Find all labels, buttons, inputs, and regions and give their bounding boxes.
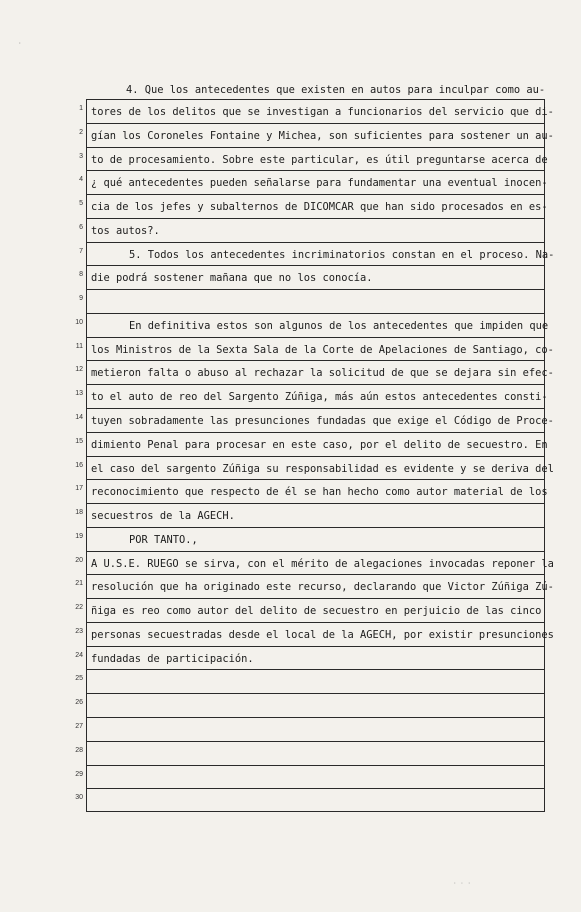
line-number: 2: [79, 128, 83, 136]
line-number: 26: [75, 699, 83, 707]
ruled-line: [75, 527, 544, 551]
ruled-line: [75, 693, 544, 717]
line-text: metieron falta o abuso al rechazar la solicitud de que se dejara sin efec-: [91, 367, 554, 380]
line-number: 18: [75, 509, 83, 517]
line-text: gían los Coroneles Fontaine y Michea, son suficientes para sostener un au-: [91, 129, 554, 142]
ruled-line: [75, 503, 544, 527]
ruled-line: [79, 218, 544, 242]
line-text: resolución que ha originado este recurso, declarando que Victor Zúñiga Zú-: [91, 581, 554, 594]
line-text: to el auto de reo del Sargento Zúñiga, más aún estos antecedentes consti-: [91, 391, 548, 404]
ruled-line: [75, 765, 544, 789]
line-number: 20: [75, 556, 83, 564]
line-number: 7: [79, 247, 83, 255]
line-number: 9: [79, 295, 83, 303]
line-text: los Ministros de la Sexta Sala de la Corte de Apelaciones de Santiago, co-: [91, 343, 554, 356]
ruled-line: [75, 717, 544, 741]
ruled-line: [79, 289, 544, 313]
ruled-line: [75, 313, 549, 337]
line-text: tuyen sobradamente las presunciones fundadas que exige el Código de Proce-: [91, 415, 554, 427]
ruled-line: [75, 598, 544, 622]
line-number: 1: [79, 105, 83, 112]
line-number: 8: [79, 271, 83, 279]
ruled-line: [75, 432, 548, 456]
ruled-line: [75, 337, 554, 361]
paper-specks: · · ·: [452, 880, 471, 887]
line-text: cia de los jefes y subalternos de DICOMCAR que han sido procesados en es-: [91, 201, 548, 214]
line-text: tos autos?.: [91, 224, 160, 237]
line-number: 15: [75, 437, 83, 445]
line-text: reconocimiento que respecto de él se han hecho como autor material de los: [91, 486, 548, 499]
line-number: 21: [75, 580, 83, 588]
line-number: 5: [79, 200, 83, 208]
ruled-line: [75, 574, 554, 598]
line-number: 12: [75, 366, 83, 374]
ruled-line: [75, 669, 544, 693]
line-text: personas secuestradas desde el local de la AGECH, por existir presunciones: [91, 628, 554, 641]
corner-mark: ·: [18, 40, 22, 47]
line-number: 23: [75, 627, 83, 635]
ruled-line: [75, 360, 554, 384]
line-number: 25: [75, 675, 83, 683]
line-text: ñiga es reo como autor del delito de secuestro en perjuicio de las cinco: [91, 605, 542, 618]
line-number: 11: [75, 342, 83, 350]
line-text: to de procesamiento. Sobre este particular, es útil preguntarse acerca de: [91, 153, 548, 166]
line-text: die podrá sostener mañana que no los conocía.: [91, 272, 373, 285]
ruled-line: [79, 265, 544, 289]
line-number: 28: [75, 746, 83, 754]
line-text: En definitiva estos son algunos de los antecedentes que impiden que: [129, 319, 549, 332]
line-number: 19: [75, 532, 83, 540]
line-number: 4: [79, 176, 83, 184]
line-text: el caso del sargento Zúñiga su responsabilidad es evidente y se deriva del: [91, 462, 554, 475]
line-text: 5. Todos los antecedentes incriminatorios constan en el proceso. Na-: [129, 248, 555, 261]
ruled-line: [79, 147, 548, 171]
header-line: 4. Que los antecedentes que existen en autos para inculpar como au-: [126, 84, 546, 96]
line-text: A U.S.E. RUEGO se sirva, con el mérito de alegaciones invocadas reponer la: [91, 557, 554, 570]
ruled-line: [75, 622, 554, 646]
ruled-line: [75, 408, 554, 432]
line-text: tores de los delitos que se investigan a funcionarios del servicio que di-: [91, 106, 554, 118]
ruled-line: [75, 788, 544, 812]
line-number: 24: [75, 651, 83, 659]
line-text: secuestros de la AGECH.: [91, 510, 235, 523]
ruled-line: [75, 384, 548, 408]
line-number: 30: [75, 794, 83, 802]
ruled-line: [79, 99, 554, 123]
ruled-line: [79, 170, 548, 194]
ruled-line: [75, 456, 554, 480]
ruled-form: [75, 99, 555, 812]
line-number: 13: [75, 390, 83, 398]
line-text: dimiento Penal para procesar en este caso, por el delito de secuestro. En: [91, 438, 548, 451]
line-number: 17: [75, 485, 83, 493]
line-number: 10: [75, 318, 83, 326]
line-text: POR TANTO.,: [129, 533, 198, 546]
ruled-line: [75, 646, 544, 670]
line-number: 3: [79, 152, 83, 160]
line-number: 22: [75, 604, 83, 612]
line-number: 27: [75, 723, 83, 731]
line-number: 16: [75, 461, 83, 469]
line-number: 14: [75, 414, 83, 421]
ruled-line: [75, 551, 554, 575]
line-text: fundadas de participación.: [91, 652, 254, 665]
ruled-line: [79, 242, 555, 266]
line-text: ¿ qué antecedentes pueden señalarse para fundamentar una eventual inocen-: [91, 177, 548, 190]
line-number: 29: [75, 770, 83, 778]
line-number: 6: [79, 223, 83, 231]
ruled-line: [75, 741, 544, 765]
ruled-line: [75, 479, 548, 503]
ruled-line: [79, 123, 554, 147]
ruled-line: [79, 194, 548, 218]
